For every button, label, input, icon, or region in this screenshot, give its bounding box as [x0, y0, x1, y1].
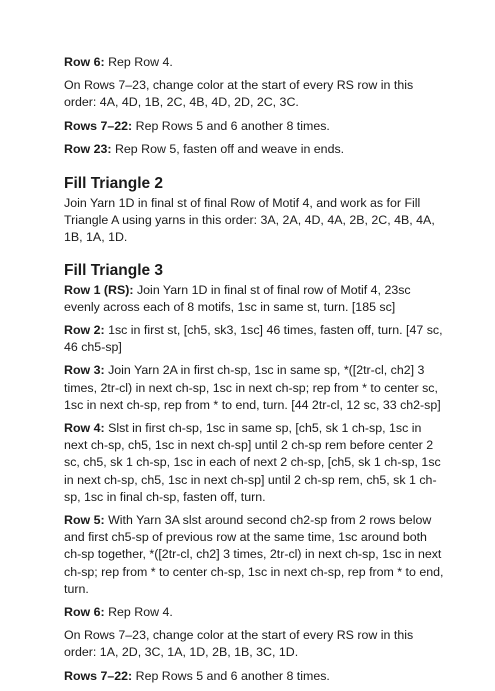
instruction-row: Rows 7–22: Rep Rows 5 and 6 another 8 times.	[64, 668, 330, 683]
instruction-row: Row 6: Rep Row 4.	[64, 605, 173, 620]
color-order-note: On Rows 7–23, change color at the start of every RS row in this order: 4A, 4D, 1B, 2C, 4B, 4D, 2D, 2C, 3C.	[64, 78, 414, 110]
instruction-row: Row 4: Slst in first ch-sp, 1sc in same sp, [ch5, sk 1 ch-sp, 1sc in next ch-sp, ch5, 1sc in next ch-sp] until 2 ch-sp rem before center 2 sc, ch5, sk 1 ch-sp, 1sc in each of next 2 ch-sp, [ch5, sk 1 ch-sp, 1sc in next ch-sp, ch5, 1sc in next ch-sp] until 2 ch-sp rem, ch5, sk 1 ch-sp, 1sc in final ch-sp, fasten off, turn.	[64, 421, 441, 504]
fill-triangle-2-body: Join Yarn 1D in final st of final Row of Motif 4, and work as for Fill Triangle A using yarns in this order: 3A, 2A, 4D, 4A, 2B, 2C, 4B, 4A, 1B, 1A, 1D.	[64, 196, 435, 245]
color-order-note: On Rows 7–23, change color at the start of every RS row in this order: 1A, 2D, 3C, 1A, 1D, 2B, 1B, 3C, 1D.	[64, 628, 414, 660]
instruction-row: Rows 7–22: Rep Rows 5 and 6 another 8 times.	[64, 118, 330, 133]
instruction-row: Row 6: Rep Row 4.	[64, 55, 173, 69]
instruction-row: Row 2: 1sc in first st, [ch5, sk3, 1sc] 46 times, fasten off, turn. [47 sc, 46 ch5-sp]	[64, 323, 443, 355]
section-heading-fill-triangle-2: Fill Triangle 2	[64, 175, 164, 193]
instruction-row: Row 5: With Yarn 3A slst around second ch2-sp from 2 rows below and first ch5-sp of previous row at the same time, 1sc around both ch-sp together, *([2tr-cl, ch2] 3 times, 2tr-cl) in next ch-sp, 1sc in next ch-sp; rep from * to center ch-sp, 1sc in next ch-sp, rep from * to end, turn.	[64, 513, 444, 596]
instruction-row: Row 3: Join Yarn 2A in first ch-sp, 1sc in same sp, *([2tr-cl, ch2] 3 times, 2tr-cl) in next ch-sp, 1sc in next ch-sp; rep from * to center sc, 1sc in next ch-sp, rep from * to end, turn. [44 2tr-cl, 12 sc, 33 ch2-sp]	[64, 363, 441, 412]
instruction-row: Row 23: Rep Row 5, fasten off and weave in ends.	[64, 141, 345, 156]
section-heading-fill-triangle-3: Fill Triangle 3	[64, 261, 164, 279]
instruction-page	[64, 54, 446, 691]
instruction-row: Row 1 (RS): Join Yarn 1D in final st of final row of Motif 4, 23sc evenly across each of 8 motifs, 1sc in same st, turn. [185 sc]	[64, 282, 411, 314]
